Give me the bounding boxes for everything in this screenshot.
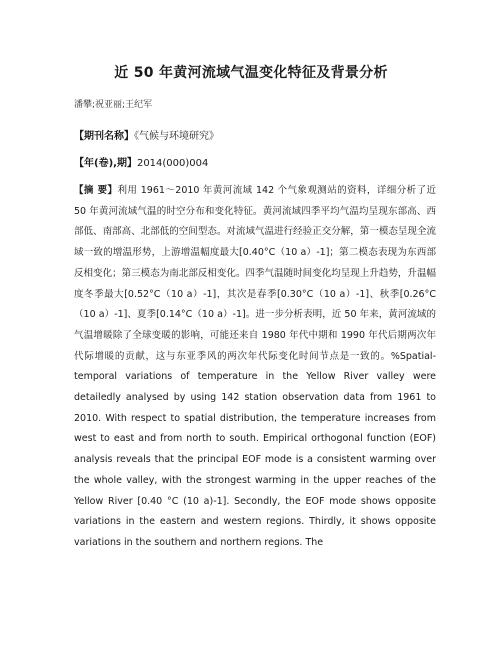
year-value: 2014(000)004 <box>136 158 209 169</box>
abstract <box>74 181 436 554</box>
abstract-label: 【摘 要】 <box>74 185 118 196</box>
journal-value: 《气候与环境研究》 <box>134 131 219 142</box>
year-label: 【年(卷),期】 <box>74 158 137 169</box>
journal-label: 【期刊名称】 <box>74 131 134 142</box>
journal-field <box>74 127 219 142</box>
year-volume-field <box>74 154 208 169</box>
document-title: 近 50 年黄河流域气温变化特征及背景分析 <box>114 65 388 81</box>
abstract-text: 利用 1961～2010 年黄河流域 142 个气象观测站的资料，详细分析了近 50 年黄河流域气温的时空分布和变化特征。黄河流域四季平均气温均呈现东部高、西部低、南部高、北部低的空间型态。对流域气温进行经验正交分解，第一模态呈现全流域一致的增温形势，上游增温幅度最大[0.40°C（10 a）-1]；第二模态表现为东西部反相变化；第三模态为南北部反相变化。四季气温随时间变化均呈现上升趋势，升温幅度冬季最大[0.52°C（10 a）-1]，其次是春季[0.30°C（10 a）-1]、秋季[0.26°C（10 a）-1]、夏季[0.14°C（10 a）-1]。进一步分析表明，近 50 年来，黄河流域的气温增暖除了全球变暖的影响，可能还来自 1980 年代中期和 1990 年代后期两次年代际增暖的贡献，这与东亚季风的两次年代际变化时间节点是一致的。%Spatial-temporal variations of temperature in the Yellow River valley were detailedly analysed by using 142 station observation data from 1961 to 2010. With respect to spatial distribution, the temperature increases from west to east and from north to south. Empirical orthogonal function (EOF) analysis reveals that the principal EOF mode is a consistent warming over the whole valley, with the strongest warming in the upper reaches of the Yellow River [0.40 °C (10 a)-1]. Secondly, the EOF mode shows opposite variations in the eastern and western regions. Thirdly, it shows opposite variations in the southern and northern regions. The <box>74 185 436 548</box>
authors: 潘攀;祝亚丽;王纪军 <box>74 100 153 110</box>
